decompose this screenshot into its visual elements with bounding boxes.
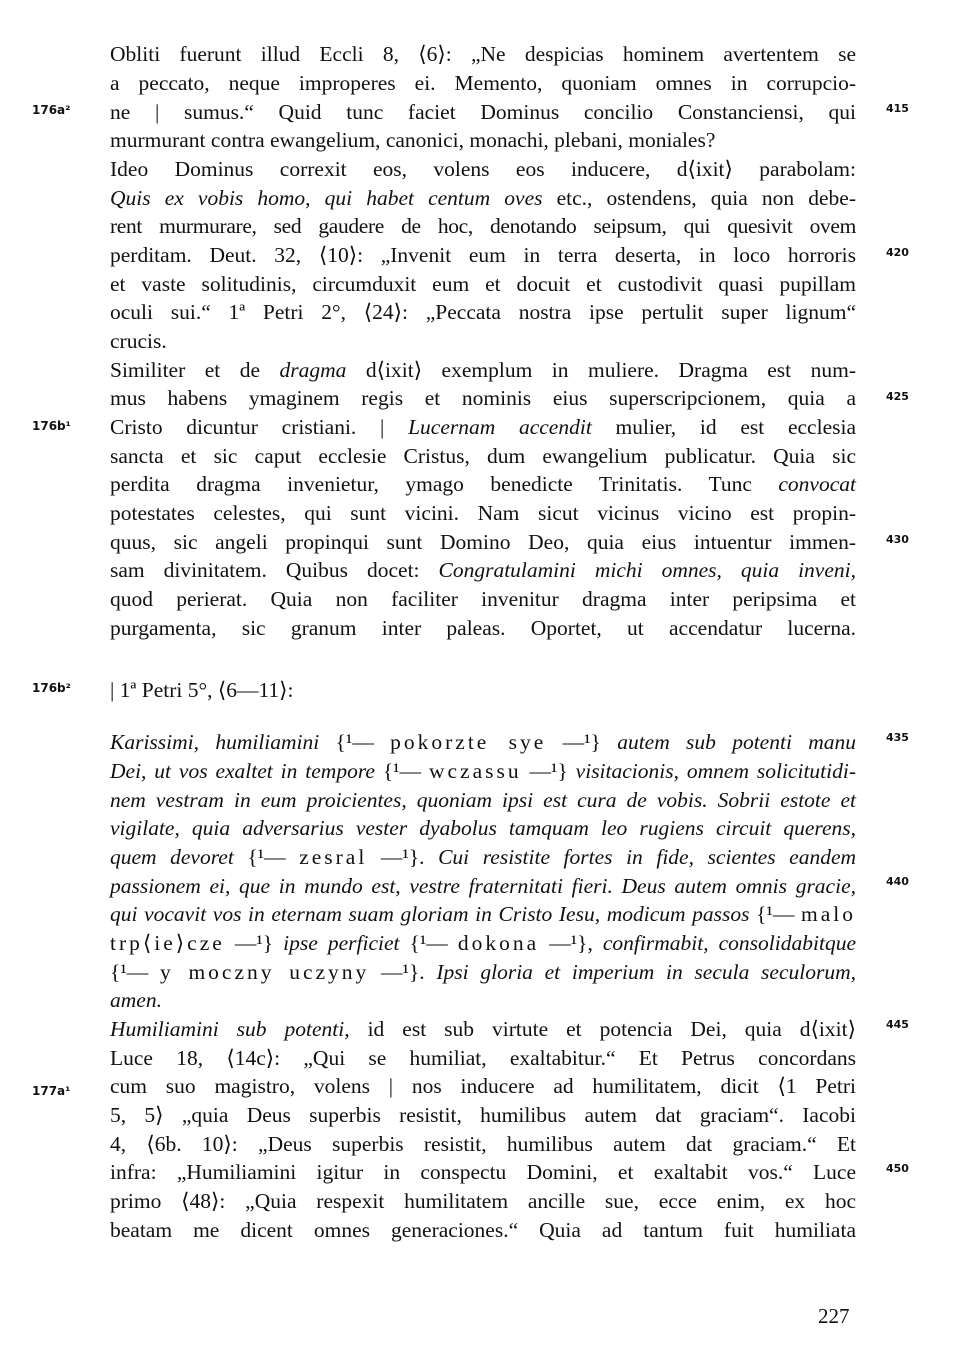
text-line xyxy=(110,929,856,958)
text-line: mus habens ymaginem regis et nominis eius superscripcionem, quia a xyxy=(110,386,856,410)
text-span: id est sub virtute et potencia Dei, quia d⟨ixit⟩ xyxy=(349,1017,856,1041)
text-span: perdita dragma invenietur, ymago benedicte Trinitatis. Tunc xyxy=(110,472,779,496)
italic-span: autem sub potenti manu xyxy=(617,730,856,754)
gloss-bracket: {¹— xyxy=(319,730,391,754)
italic-span: qui vocavit vos in eternam suam gloriam in Cristo Iesu, modicum passos xyxy=(110,902,750,926)
text-line: a peccato, neque improperes ei. Memento, quoniam omnes in corrupcio- xyxy=(110,71,856,95)
text-line xyxy=(110,757,856,786)
text-line: oculi sui.“ 1ª Petri 2°, ⟨24⟩: „Peccata nostra ipse pertulit super lignum“ xyxy=(110,300,856,324)
italic-span: quem devoret xyxy=(110,845,234,869)
text-line: murmurant contra ewangelium, canonici, monachi, plebani, moniales? xyxy=(110,128,716,152)
text-line: Luce 18, ⟨14c⟩: „Qui se humiliat, exaltabitur.“ Et Petrus concordans xyxy=(110,1046,856,1070)
text-line xyxy=(110,958,856,987)
italic-span: convocat xyxy=(778,472,856,496)
italic-span: dragma xyxy=(279,358,347,382)
text-line xyxy=(110,413,856,442)
gloss-bracket: —¹}, xyxy=(539,931,603,955)
text-line: potestates celestes, qui sunt vicini. Nam sicut vicinus vicino est propin- xyxy=(110,501,856,525)
text-line: nem vestram in eum proicientes, quoniam ipsi est cura de vobis. Sobrii estote et xyxy=(110,788,856,812)
italic-span: Karissimi, humiliamini xyxy=(110,730,320,754)
text-span: d⟨ixit⟩ exemplum in muliere. Dragma est num- xyxy=(346,358,856,382)
text-line: purgamenta, sic granum inter paleas. Oportet, ut accendatur lucerna. xyxy=(110,616,856,640)
text-line xyxy=(110,184,856,213)
line-number: 415 xyxy=(886,102,909,115)
italic-span: confirmabit, consolidabitque xyxy=(602,931,856,955)
text-line xyxy=(110,728,856,757)
text-line: quod perierat. Quia non faciliter invenitur dragma inter peripsima et xyxy=(110,587,856,611)
gloss-bracket: —¹} xyxy=(546,730,618,754)
line-number: 430 xyxy=(886,533,909,546)
folio-margin-note: 177a¹ xyxy=(32,1084,71,1098)
italic-span: ipse perficiet xyxy=(283,931,400,955)
text-line: Obliti fuerunt illud Eccli 8, ⟨6⟩: „Ne despicias hominem avertentem se xyxy=(110,42,856,66)
text-line: sancta et sic caput ecclesie Cristus, dum ewangelium publicatur. Quia sic xyxy=(110,444,856,468)
gloss-bracket: {¹— xyxy=(399,931,458,955)
text-line: crucis. xyxy=(110,329,167,353)
page-number: 227 xyxy=(818,1304,850,1328)
text-line: amen. xyxy=(110,988,162,1012)
text-line xyxy=(110,1015,856,1044)
line-number: 440 xyxy=(886,875,909,888)
text-line xyxy=(110,470,856,499)
text-line: 5, 5⟩ „quia Deus superbis resistit, humilibus autem dat graciam“. Iacobi xyxy=(110,1103,856,1127)
text-line xyxy=(110,356,856,385)
italic-span: Ipsi gloria et imperium in secula seculorum, xyxy=(436,960,857,984)
text-span: etc., ostendens, quia non debe- xyxy=(542,186,857,210)
line-number: 435 xyxy=(886,731,909,744)
italic-span: Cui resistite fortes in fide, scientes eandem xyxy=(438,845,857,869)
text-line xyxy=(110,900,856,929)
text-span: sam divinitatem. Quibus docet: xyxy=(110,558,439,582)
gloss-bracket: {¹— xyxy=(110,960,160,984)
text-line: quus, sic angeli propinqui sunt Domino Deo, quia eius intuentur immen- xyxy=(110,530,856,554)
folio-margin-note: 176a² xyxy=(32,103,71,117)
text-span: Cristo dicuntur cristiani. | xyxy=(110,415,409,439)
old-polish-gloss: dokona xyxy=(457,931,540,955)
section-heading: | 1ª Petri 5°, ⟨6—11⟩: xyxy=(110,678,294,702)
text-line: rent murmurare, sed gaudere de hoc, denotando seipsum, qui quesivit ovem xyxy=(110,214,856,238)
italic-span: Humiliamini sub potenti, xyxy=(110,1017,350,1041)
italic-span: Quis ex vobis homo, qui habet centum oves xyxy=(110,186,543,210)
text-line: et vaste solitudinis, circumduxit eum et docuit et custodivit quasi pupillam xyxy=(110,272,856,296)
text-line: cum suo magistro, volens | nos inducere ad humilitatem, dicit ⟨1 Petri xyxy=(110,1074,856,1098)
text-line: infra: „Humiliamini igitur in conspectu Domini, et exaltabit vos.“ Luce xyxy=(110,1160,856,1184)
gloss-bracket: —¹}. xyxy=(369,960,437,984)
old-polish-gloss: trp⟨ie⟩cze xyxy=(110,931,225,955)
old-polish-gloss: zesral xyxy=(299,845,368,869)
text-line: beatam me dicent omnes generaciones.“ Quia ad tantum fuit humiliata xyxy=(110,1218,856,1242)
text-line: passionem ei, que in mundo est, vestre fraternitati fieri. Deus autem omnis gracie, xyxy=(110,874,856,898)
old-polish-gloss: y moczny uczyny xyxy=(159,960,370,984)
text-span: Similiter et de xyxy=(110,358,280,382)
text-line: primo ⟨48⟩: „Quia respexit humilitatem ancille sue, ecce enim, ex hoc xyxy=(110,1189,856,1213)
folio-margin-note: 176b² xyxy=(32,681,71,695)
line-number: 420 xyxy=(886,246,909,259)
text-line xyxy=(110,556,856,585)
italic-span: visitacionis, omnem solicitutidi- xyxy=(575,759,856,783)
gloss-bracket: —¹}. xyxy=(367,845,439,869)
line-number: 425 xyxy=(886,390,909,403)
italic-span: Dei, ut vos exaltet in tempore xyxy=(110,759,375,783)
old-polish-gloss: wczassu xyxy=(428,759,522,783)
text-line: vigilate, quia adversarius vester dyabolus tamquam leo rugiens circuit querens, xyxy=(110,816,856,840)
italic-span: Congratulamini michi omnes, quia inveni, xyxy=(438,558,856,582)
gloss-bracket: {¹— xyxy=(374,759,429,783)
text-line: Ideo Dominus correxit eos, volens eos inducere, d⟨ixit⟩ parabolam: xyxy=(110,157,856,181)
gloss-bracket: {¹— xyxy=(749,902,801,926)
text-line: 4, ⟨6b. 10⟩: „Deus superbis resistit, humilibus autem dat graciam.“ Et xyxy=(110,1132,856,1156)
italic-span: Lucernam accendit xyxy=(408,415,592,439)
line-number: 450 xyxy=(886,1162,909,1175)
text-line xyxy=(110,843,856,872)
folio-margin-note: 176b¹ xyxy=(32,419,71,433)
gloss-bracket: {¹— xyxy=(233,845,300,869)
text-span: mulier, id est ecclesia xyxy=(591,415,856,439)
gloss-bracket: —¹} xyxy=(224,931,284,955)
line-number: 445 xyxy=(886,1018,909,1031)
old-polish-gloss: pokorzte sye xyxy=(390,730,547,754)
gloss-bracket: —¹} xyxy=(521,759,576,783)
text-line: ne | sumus.“ Quid tunc faciet Dominus concilio Constanciensi, qui xyxy=(110,100,856,124)
old-polish-gloss: malo xyxy=(801,902,856,926)
text-line: perditam. Deut. 32, ⟨10⟩: „Invenit eum in terra deserta, in loco horroris xyxy=(110,243,856,267)
